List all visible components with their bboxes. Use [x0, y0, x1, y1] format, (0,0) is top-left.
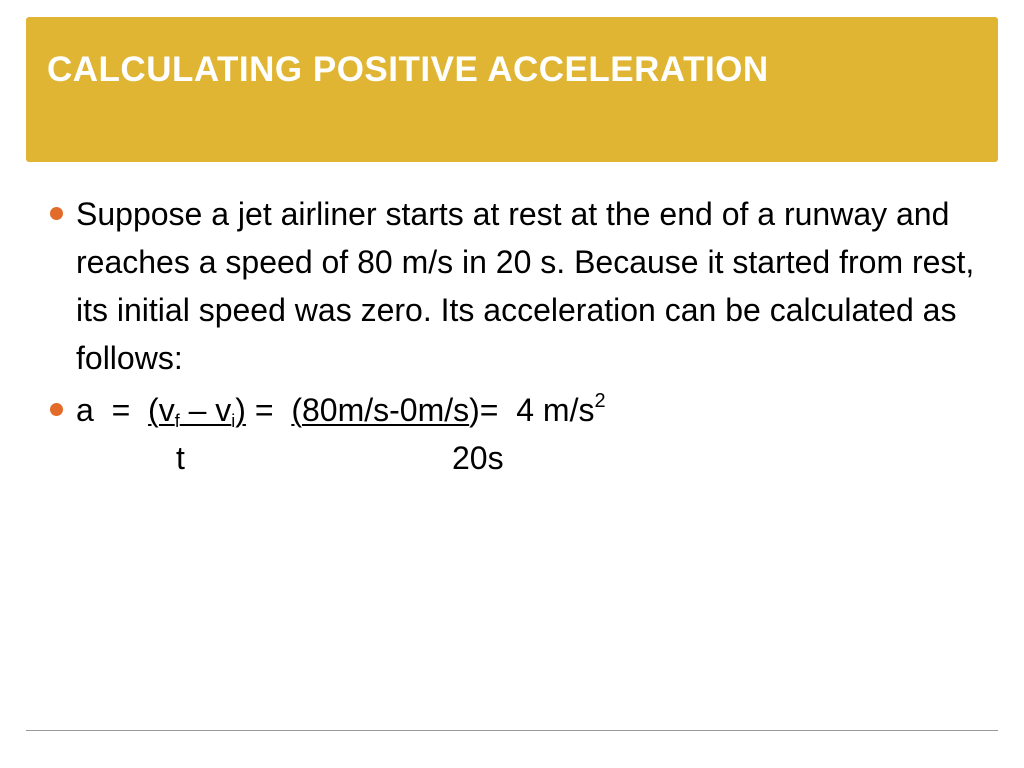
bullet-item	[48, 190, 988, 382]
bullet-dot-icon	[50, 207, 63, 220]
formula-open: (v	[148, 392, 175, 428]
formula-symbolic-numerator	[148, 392, 246, 431]
formula-numeric-numerator: (80m/s-0m/s	[291, 392, 470, 428]
formula-sub-f: f	[174, 411, 180, 431]
formula-denominator-symbolic: t	[176, 440, 185, 476]
formula-equals-2: =	[245, 392, 292, 428]
formula-close: )	[235, 392, 246, 428]
footer-divider	[26, 730, 998, 731]
formula-numeric-close: )	[469, 392, 480, 428]
bullet-dot-icon	[50, 403, 63, 416]
formula-denominator-numeric: 20s	[452, 440, 504, 476]
formula-bullet	[48, 386, 988, 434]
formula-superscript: 2	[594, 390, 606, 412]
slide-content	[48, 190, 988, 482]
formula-lhs: a =	[76, 392, 149, 428]
formula-sub-i: i	[231, 411, 236, 431]
formula-denominators	[48, 434, 988, 482]
slide-title: CALCULATING POSITIVE ACCELERATION	[47, 50, 769, 89]
formula-result: = 4 m/s	[479, 392, 595, 428]
formula-minus: – v	[179, 392, 232, 428]
title-bar	[26, 17, 998, 162]
bullet-text: Suppose a jet airliner starts at rest at the end of a runway and reaches a speed of 80 m/s in 20 s. Because it started from rest, its initial speed was zero. Its acceleration can be calculated as follows:	[76, 196, 975, 376]
